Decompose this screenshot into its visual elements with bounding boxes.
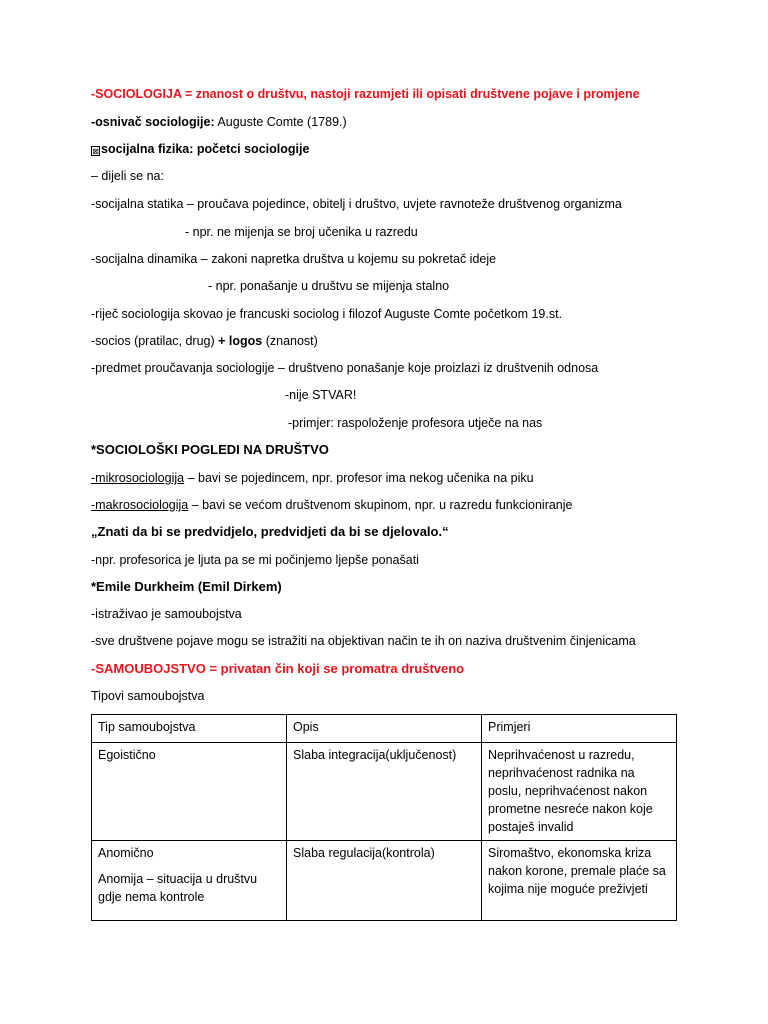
cell-examples: Neprihvaćenost u razredu, neprihvaćenost radnika na poslu, neprihvaćenost nakon prometne nesreće nakon koje postaješ invalid	[482, 743, 677, 841]
etymology-line	[91, 333, 318, 349]
section-heading-views: *SOCIOLOŠKI POGLEDI NA DRUŠTVO	[91, 442, 329, 457]
social-facts-line: -sve društvene pojave mogu se istražiti na objektivan način te ih on naziva društvenim činjenicama	[91, 634, 636, 648]
quote-line: „Znati da bi se predvidjelo, predvidjeti da bi se djelovalo.“	[91, 524, 449, 539]
social-physics-line	[91, 141, 309, 157]
table-header-row	[92, 715, 677, 743]
example-professor-line: -npr. profesorica je ljuta pa se mi počinjemo ljepše ponašati	[91, 553, 419, 567]
founder-line	[91, 114, 347, 130]
dynamics-example: - npr. ponašanje u društvu se mijenja stalno	[208, 279, 450, 293]
missing-glyph-icon: ⊠	[92, 147, 99, 156]
cell-examples: Siromaštvo, ekonomska kriza nakon korone, premale plaće sa kojima nije moguće preživjeti	[482, 841, 677, 921]
subject-of-study-line: -predmet proučavanja sociologije – društveno ponašanje koje proizlazi iz društvenih odnosa	[91, 361, 599, 375]
macrosociology-term: -makrosociologija	[91, 498, 189, 512]
etymology-logos-meaning: (znanost)	[262, 334, 318, 348]
durkheim-heading: *Emile Durkheim (Emil Dirkem)	[91, 579, 282, 594]
cell-type	[92, 743, 287, 841]
statics-example: - npr. ne mijenja se broj učenika u razredu	[185, 225, 418, 239]
column-header-description: Opis	[287, 715, 482, 743]
table-row	[92, 743, 677, 841]
type-name: Egoistično	[98, 748, 156, 762]
social-physics-text: socijalna fizika: početci sociologije	[101, 142, 310, 156]
social-statics-line: -socijalna statika – proučava pojedince, obitelj i društvo, uvjete ravnoteže društvenog organizma	[91, 197, 622, 211]
macrosociology-line	[91, 497, 573, 513]
column-header-type: Tip samoubojstva	[92, 715, 287, 743]
type-note: Anomija – situacija u društvu gdje nema kontrole	[98, 872, 258, 904]
etymology-logos: + logos	[214, 334, 263, 348]
cell-type	[92, 841, 287, 921]
type-name: Anomično	[98, 846, 154, 860]
founder-name: Auguste Comte (1789.)	[214, 115, 347, 129]
microsociology-line	[91, 470, 534, 486]
example-mood-line: -primjer: raspoloženje profesora utječe na nas	[288, 416, 543, 430]
definition-suicide: -SAMOUBOJSTVO = privatan čin koji se promatra društveno	[91, 661, 465, 676]
not-a-thing-line: -nije STVAR!	[285, 388, 357, 402]
definition-sociology: -SOCIOLOGIJA = znanost o društvu, nastoji razumjeti ili opisati društvene pojave i promjene	[91, 87, 640, 101]
suicide-types-caption: Tipovi samoubojstva	[91, 689, 205, 703]
cell-description: Slaba regulacija(kontrola)	[287, 841, 482, 921]
microsociology-term: -mikrosociologija	[91, 471, 185, 485]
researched-suicides-line: -istraživao je samoubojstva	[91, 607, 242, 621]
microsociology-desc: – bavi se pojedincem, npr. profesor ima nekog učenika na piku	[184, 471, 534, 485]
cell-description: Slaba integracija(uključenost)	[287, 743, 482, 841]
etymology-socios: -socios (pratilac, drug)	[91, 334, 215, 348]
founder-label: -osnivač sociologije:	[91, 115, 215, 129]
divides-into-line: – dijeli se na:	[91, 169, 164, 183]
table-row	[92, 841, 677, 921]
column-header-examples: Primjeri	[482, 715, 677, 743]
suicide-types-table	[91, 714, 677, 921]
word-origin-line: -riječ sociologija skovao je francuski sociolog i filozof Auguste Comte početkom 19.st.	[91, 307, 563, 321]
macrosociology-desc: – bavi se većom društvenom skupinom, npr. u razredu funkcioniranje	[188, 498, 573, 512]
social-dynamics-line: -socijalna dinamika – zakoni napretka društva u kojemu su pokretač ideje	[91, 252, 497, 266]
